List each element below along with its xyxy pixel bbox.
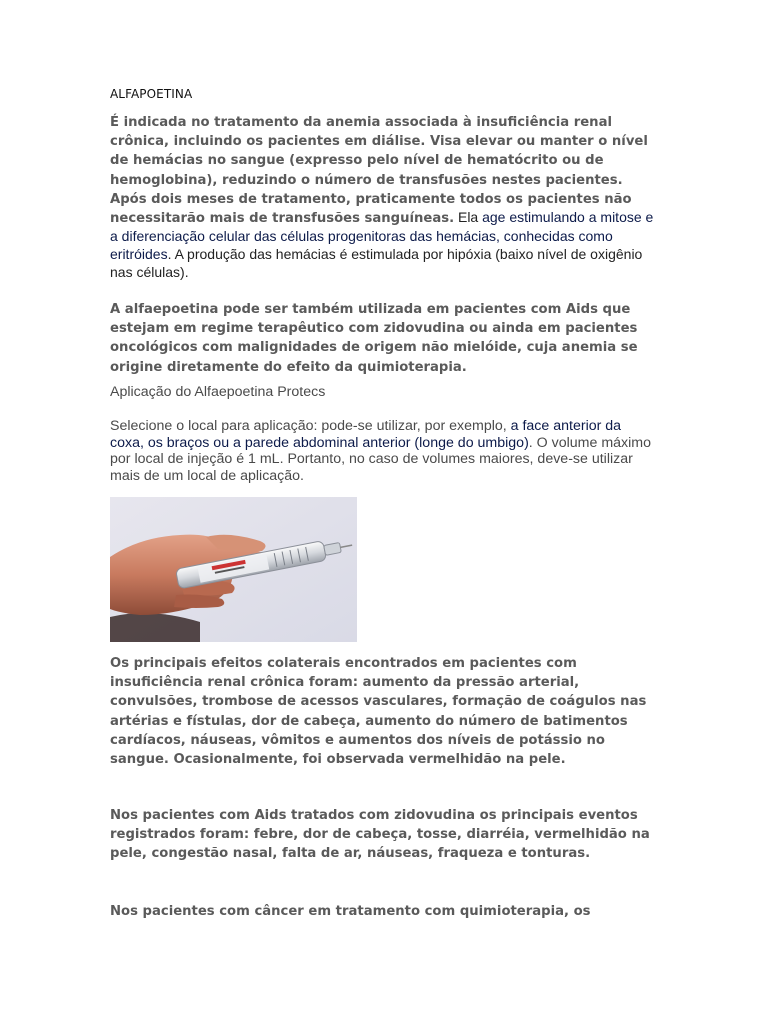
indication-link-text: age estimulando a mitose e a diferenciação celular das células progenitoras das hemácias, conhecidas como eritróides: [110, 209, 654, 263]
paragraph-aids-use: A alfaepoetina pode ser também utilizada em pacientes com Aids que estejam em regime terapêutico com zidovudina ou ainda em pacientes oncológicos com malignidades de origem não mielóide, cuja anemia se origine diretamente do efeito da quimioterapia.: [110, 302, 638, 375]
indication-text-a: Ela: [454, 209, 483, 226]
application-text-b: . O volume máximo por local de injeção é 1 mL. Portanto, no caso de volumes maiores, deve-se utilizar mais de um local de aplicação.: [110, 434, 651, 484]
document-title: ALFAPOETINA: [110, 87, 193, 101]
subheading-application: Aplicação do Alfaepoetina Protecs: [110, 384, 326, 400]
paragraph-side-effects-renal: Os principais efeitos colaterais encontrados em pacientes com insuficiência renal crônica foram: aumento da pressão arterial, convulsões, trombose de acessos vasculares, formação de coágulos nas artérias e fístulas, dor de cabeça, aumento do número de batimentos cardíacos, náuseas, vômitos e aumentos dos níveis de potássio no sangue. Ocasionalmente, foi observada vermelhidão na pele.: [110, 656, 647, 768]
syringe-in-hand-photo: [110, 497, 357, 642]
paragraph-indication: [110, 113, 658, 282]
paragraph-application-site: [110, 418, 658, 484]
paragraph-side-effects-aids: Nos pacientes com Aids tratados com zidovudina os principais eventos registrados foram: febre, dor de cabeça, tosse, diarréia, vermelhidão na pele, congestão nasal, falta de ar, náuseas, fraqueza e tonturas.: [110, 808, 650, 862]
indication-text-b: . A produção das hemácias é estimulada por hipóxia (baixo nível de oxigênio nas células).: [110, 246, 643, 281]
application-sites-text: a face anterior da coxa, os braços ou a parede abdominal anterior (longe do umbigo): [110, 418, 622, 451]
application-text-a: Selecione o local para aplicação: pode-se utilizar, por exemplo,: [110, 418, 511, 434]
paragraph-side-effects-cancer: Nos pacientes com câncer em tratamento com quimioterapia, os: [110, 904, 591, 919]
indication-bold-text: É indicada no tratamento da anemia associada à insuficiência renal crônica, incluindo os pacientes em diálise. Visa elevar ou manter o nível de hemácias no sangue (expresso pelo nível de hematócrito ou de hemoglobina), reduzindo o número de transfusões nestes pacientes. Após dois meses de tratamento, praticamente todos os pacientes não necessitarão mais de transfusões sanguíneas.: [110, 115, 648, 227]
